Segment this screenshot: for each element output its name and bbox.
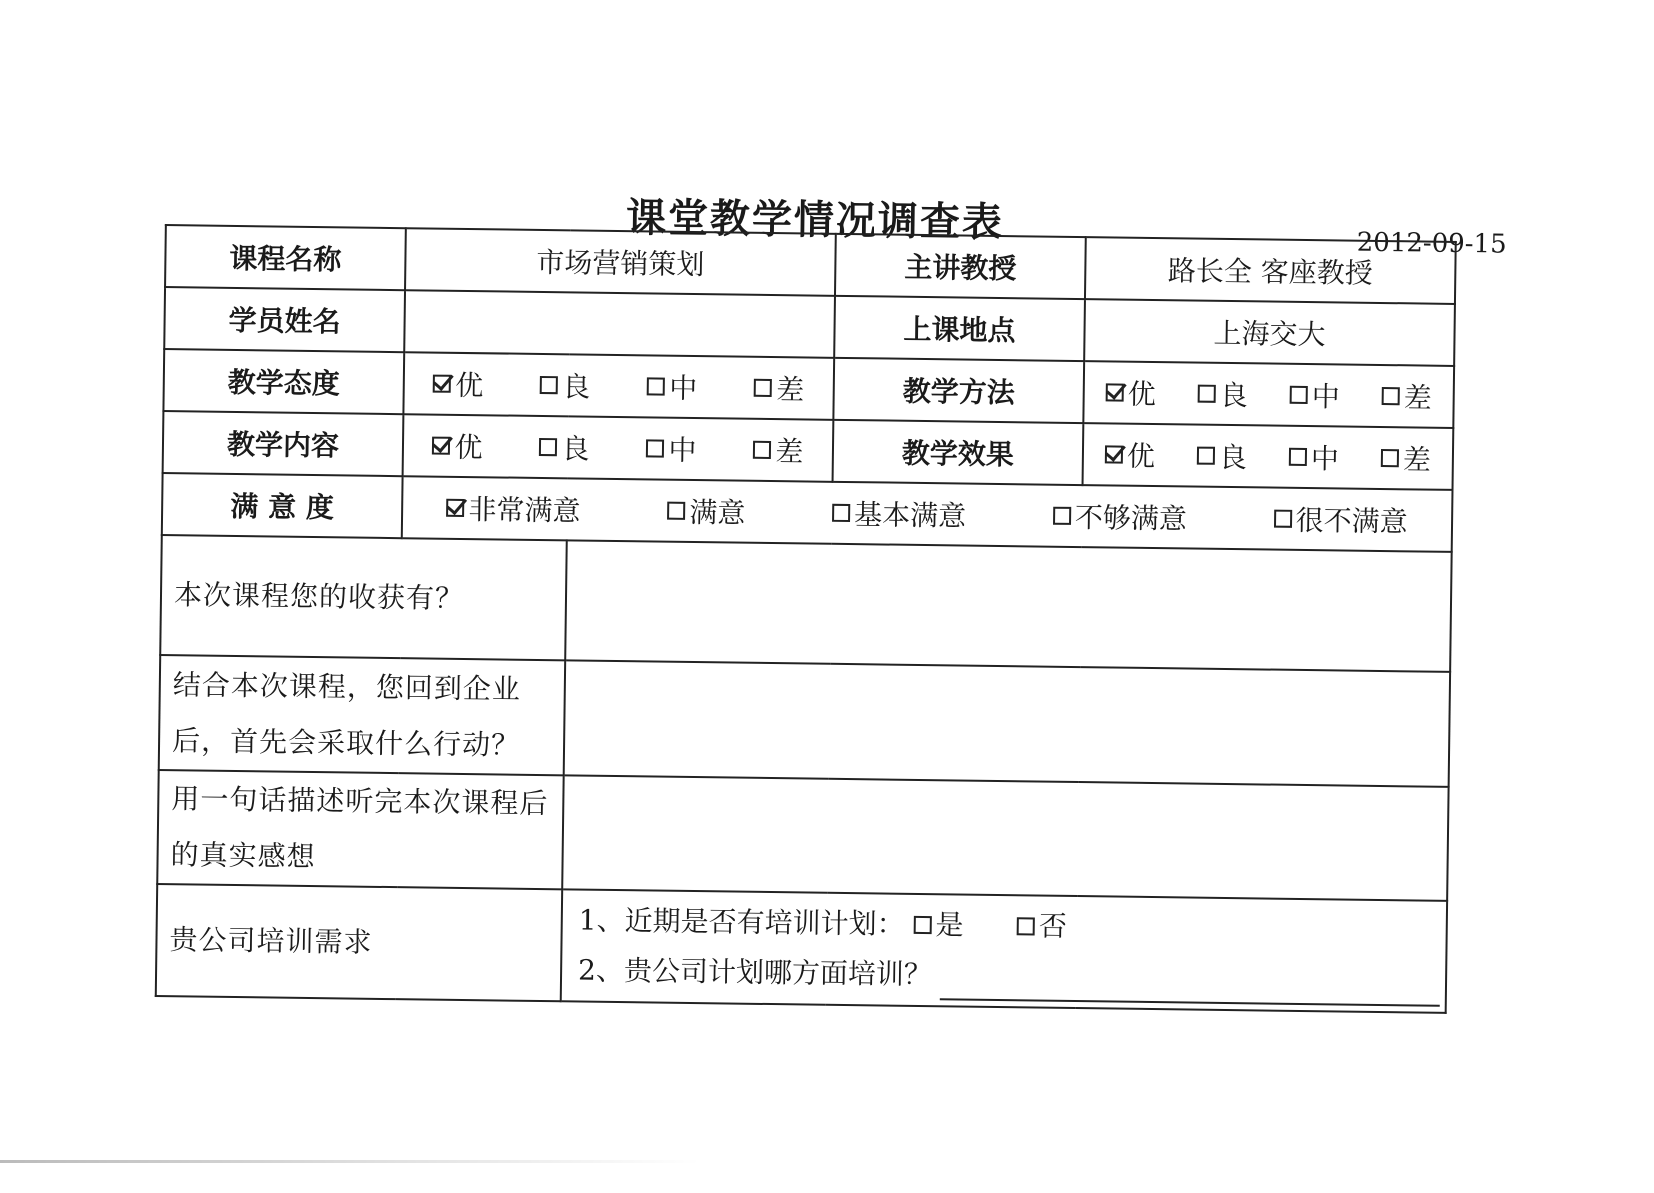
option-label: 差 [1402, 443, 1432, 477]
method-options [1083, 361, 1454, 428]
option-label: 优 [454, 430, 483, 465]
checkbox-icon[interactable] [539, 438, 557, 456]
form-date: 2012-09-15 [1356, 227, 1507, 260]
checkbox-icon[interactable] [1053, 507, 1071, 525]
checkbox-icon[interactable] [1381, 449, 1399, 467]
checkbox-icon[interactable] [913, 916, 931, 934]
content-option-excellent[interactable] [432, 426, 483, 467]
training-area-question: 2、贵公司计划哪方面培训？ [577, 953, 933, 992]
checkbox-icon[interactable] [432, 437, 450, 455]
method-label: 教学方法 [833, 358, 1084, 423]
action-question: 结合本次课程，您回到企业后，首先会采取什么行动？ [159, 655, 565, 775]
option-label: 差 [776, 373, 805, 407]
satisfaction-option-very-dissatisfied[interactable] [1273, 499, 1408, 541]
content-option-good[interactable] [539, 427, 590, 468]
row-gain [160, 535, 1451, 672]
method-option-poor[interactable] [1381, 376, 1432, 417]
checkbox-icon[interactable] [1198, 385, 1216, 403]
checkbox-icon[interactable] [753, 441, 771, 459]
feeling-question: 用一句话描述听完本次课程后的真实感想 [157, 770, 563, 889]
option-label: 不够满意 [1074, 500, 1188, 536]
effect-option-good[interactable] [1197, 436, 1248, 477]
scan-edge [0, 1160, 700, 1163]
training-plan-yes[interactable] [913, 900, 964, 951]
option-label: 中 [1311, 380, 1340, 414]
attitude-option-poor[interactable] [754, 368, 805, 409]
checkbox-icon[interactable] [446, 499, 464, 517]
effect-option-excellent[interactable] [1105, 434, 1156, 475]
gain-question: 本次课程您的收获有？ [160, 535, 567, 660]
checkbox-icon[interactable] [1106, 383, 1124, 401]
location-value[interactable]: 上海交大 [1084, 299, 1455, 366]
content-option-poor[interactable] [753, 430, 804, 471]
training-label: 贵公司培训需求 [156, 884, 562, 1001]
location-label: 上课地点 [834, 296, 1085, 361]
option-label: 良 [561, 432, 590, 466]
satisfaction-label: 满 意 度 [162, 473, 403, 538]
content-option-average[interactable] [646, 428, 697, 469]
checkbox-icon[interactable] [1289, 448, 1307, 466]
checkbox-icon[interactable] [1274, 510, 1292, 528]
attitude-option-good[interactable] [540, 365, 591, 406]
content-label: 教学内容 [163, 411, 404, 476]
satisfaction-option-not-satisfied[interactable] [1053, 496, 1188, 538]
option-label: 否 [1038, 909, 1068, 943]
effect-option-average[interactable] [1289, 437, 1340, 478]
student-name-field[interactable] [404, 290, 835, 358]
checkbox-icon[interactable] [540, 376, 558, 394]
option-label: 差 [1403, 381, 1432, 415]
method-option-average[interactable] [1289, 375, 1340, 416]
survey-table [155, 224, 1457, 1014]
method-option-good[interactable] [1197, 374, 1248, 415]
option-label: 是 [935, 908, 964, 942]
option-label: 满意 [689, 495, 746, 530]
student-name-label: 学员姓名 [164, 287, 405, 352]
checkbox-icon[interactable] [1290, 386, 1308, 404]
effect-options [1083, 423, 1454, 490]
option-label: 良 [1219, 378, 1248, 413]
checkbox-icon[interactable] [1017, 917, 1035, 935]
checkbox-icon[interactable] [832, 504, 850, 522]
gain-answer-field[interactable] [565, 540, 1452, 672]
feeling-answer-field[interactable] [562, 775, 1448, 901]
option-label: 优 [455, 368, 484, 403]
training-answers [561, 889, 1447, 1013]
checkbox-icon[interactable] [647, 377, 665, 395]
checkbox-icon[interactable] [1105, 445, 1123, 463]
row-feeling [157, 770, 1448, 901]
attitude-label: 教学态度 [163, 349, 404, 414]
option-label: 差 [775, 435, 804, 469]
action-answer-field[interactable] [564, 660, 1450, 787]
training-area-line [562, 945, 1446, 1007]
attitude-option-excellent[interactable] [433, 364, 484, 405]
option-label: 良 [1218, 440, 1248, 475]
option-label: 优 [1126, 439, 1156, 474]
option-label: 中 [668, 433, 697, 468]
course-name-value[interactable]: 市场营销策划 [405, 228, 836, 296]
option-label: 非常满意 [468, 493, 581, 528]
option-label: 中 [1310, 442, 1340, 476]
course-name-label: 课程名称 [165, 225, 406, 290]
option-label: 优 [1127, 377, 1156, 412]
row-training [156, 884, 1447, 1013]
training-plan-no[interactable] [1017, 901, 1068, 952]
option-label: 很不满意 [1295, 503, 1408, 539]
checkbox-icon[interactable] [1382, 387, 1400, 405]
training-area-blank[interactable] [940, 964, 1440, 1007]
option-label: 良 [562, 370, 591, 404]
satisfaction-option-very-satisfied[interactable] [446, 488, 581, 530]
checkbox-icon[interactable] [1197, 447, 1215, 465]
satisfaction-option-basically-satisfied[interactable] [832, 493, 967, 535]
form-title: 课堂教学情况调查表 [625, 195, 1005, 247]
training-plan-question: 1、近期是否有培训计划： [578, 903, 905, 941]
checkbox-icon[interactable] [646, 439, 664, 457]
content-options [403, 414, 834, 482]
method-option-excellent[interactable] [1105, 372, 1156, 413]
checkbox-icon[interactable] [667, 502, 685, 520]
attitude-options [403, 352, 834, 420]
checkbox-icon[interactable] [433, 375, 451, 393]
option-label: 中 [669, 371, 698, 406]
row-action [159, 655, 1450, 787]
attitude-option-average[interactable] [647, 366, 698, 407]
option-label: 基本满意 [853, 498, 967, 533]
effect-option-poor[interactable] [1381, 438, 1432, 479]
effect-label: 教学效果 [833, 420, 1084, 485]
lecturer-value[interactable]: 路长全 客座教授 [1085, 237, 1456, 304]
checkbox-icon[interactable] [754, 379, 772, 397]
satisfaction-option-satisfied[interactable] [667, 491, 746, 532]
lecturer-label: 主讲教授 [835, 234, 1086, 299]
